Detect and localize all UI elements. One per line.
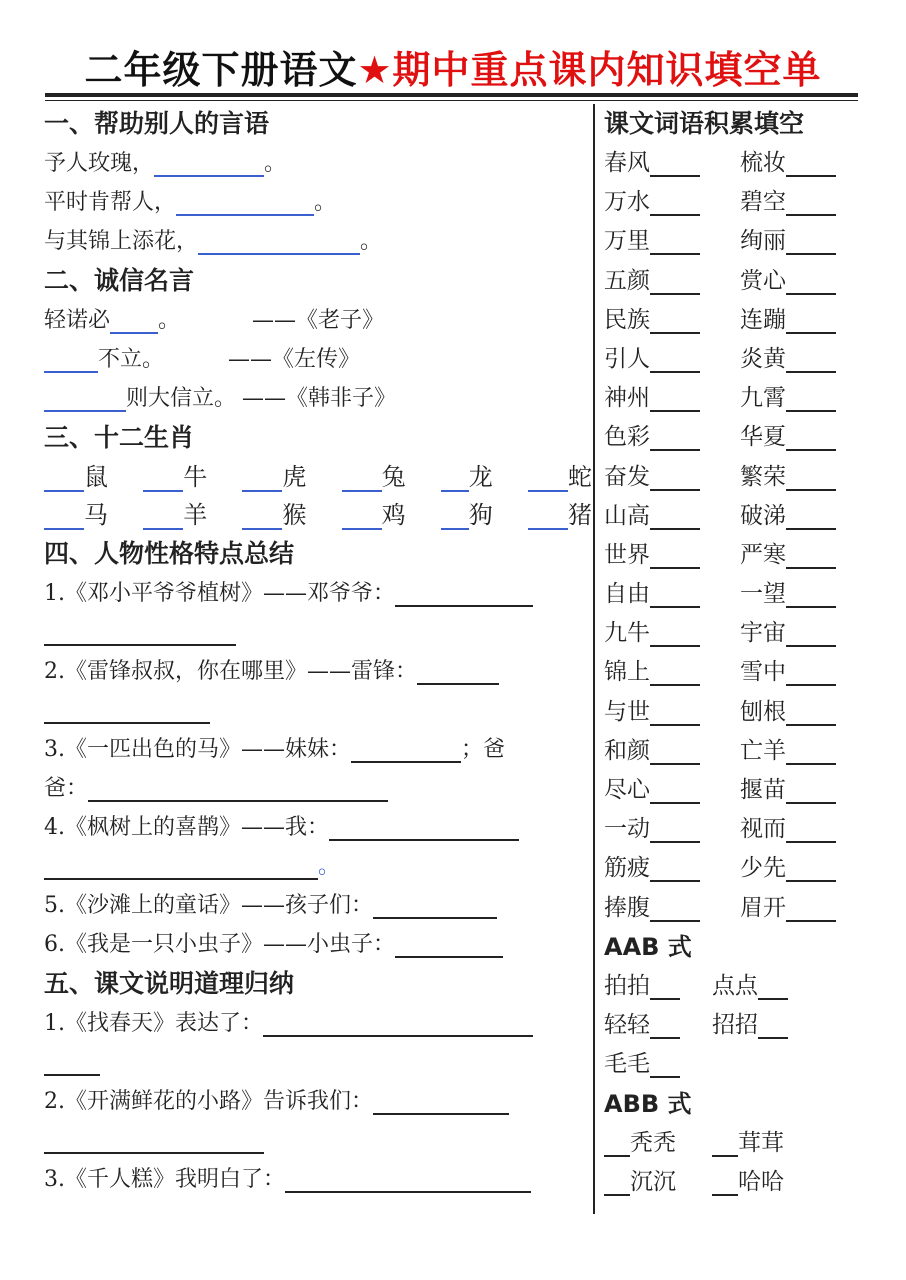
vocab-row bbox=[604, 458, 864, 497]
zodiac-animal: 龙 bbox=[468, 463, 493, 491]
vocab-item bbox=[604, 262, 740, 301]
vocab-word: 视而 bbox=[740, 816, 786, 843]
answer-blank[interactable] bbox=[786, 778, 836, 804]
answer-blank[interactable] bbox=[44, 466, 84, 492]
trait-prompt: 2.《雷锋叔叔，你在哪里》——雷锋： bbox=[44, 659, 417, 684]
vocab-item bbox=[604, 1045, 712, 1084]
answer-blank[interactable] bbox=[650, 269, 700, 295]
zodiac-animal: 猴 bbox=[282, 501, 307, 529]
answer-blank[interactable] bbox=[650, 190, 700, 216]
abb-row bbox=[604, 1124, 864, 1163]
zodiac-animal: 蛇 bbox=[567, 463, 592, 491]
vocab-item bbox=[604, 1124, 712, 1163]
answer-blank[interactable] bbox=[285, 1167, 531, 1193]
zodiac-animal: 鼠 bbox=[84, 463, 108, 491]
proverb-end: 。 bbox=[360, 229, 383, 254]
answer-blank[interactable] bbox=[650, 856, 700, 882]
vocab-item bbox=[712, 1006, 808, 1045]
answer-blank[interactable] bbox=[650, 465, 700, 491]
vocab-word: 亡羊 bbox=[740, 737, 786, 764]
vocab-item bbox=[604, 183, 740, 222]
answer-blank[interactable] bbox=[786, 817, 836, 843]
vocab-word: 揠苗 bbox=[740, 777, 786, 803]
vocab-row bbox=[604, 889, 864, 928]
vocab-row bbox=[604, 575, 864, 614]
vocab-item bbox=[604, 653, 740, 692]
answer-blank[interactable] bbox=[758, 1013, 788, 1039]
answer-blank[interactable] bbox=[351, 737, 461, 763]
vocab-item bbox=[604, 497, 740, 536]
abb-pairs bbox=[604, 1124, 864, 1202]
answer-blank[interactable] bbox=[786, 621, 836, 647]
star-icon: ★ bbox=[357, 48, 393, 92]
answer-blank[interactable] bbox=[712, 1170, 738, 1196]
zodiac-item bbox=[441, 458, 493, 496]
proverb-end: 。 bbox=[314, 190, 337, 215]
vocab-row bbox=[604, 144, 864, 183]
vocab-word: 自由 bbox=[604, 581, 650, 608]
trait-line bbox=[44, 886, 592, 925]
page-title bbox=[0, 44, 906, 96]
section-heading-lessons: 五、课文说明道理归纳 bbox=[44, 969, 295, 998]
zodiac-row bbox=[44, 458, 592, 496]
vocab-word: 筋疲 bbox=[604, 855, 650, 882]
answer-blank[interactable] bbox=[604, 1131, 630, 1157]
trait-prompt: 1.《邓小平爷爷植树》——邓爷爷： bbox=[44, 581, 395, 606]
vocab-word: 山高 bbox=[604, 502, 650, 529]
vocab-item bbox=[604, 1006, 712, 1045]
vocab-word: 梳妆 bbox=[740, 150, 786, 176]
proverb-text: 与其锦上添花， bbox=[44, 229, 199, 254]
vocab-row bbox=[604, 262, 864, 301]
vocab-word: 神州 bbox=[604, 385, 650, 412]
lesson-line bbox=[44, 1004, 592, 1043]
aab-heading: AAB 式 bbox=[604, 932, 692, 961]
answer-blank[interactable] bbox=[263, 1011, 533, 1037]
answer-blank[interactable] bbox=[786, 739, 836, 765]
vocab-word: 雪中 bbox=[740, 659, 786, 686]
quote-text: 不立。 bbox=[98, 347, 165, 372]
quote-text: 。 bbox=[158, 308, 181, 333]
vocab-word: 破涕 bbox=[740, 502, 786, 529]
vocab-item bbox=[740, 262, 854, 301]
zodiac-animal: 马 bbox=[84, 501, 108, 529]
vocab-row bbox=[604, 810, 864, 849]
trait-line bbox=[44, 652, 592, 691]
title-highlight: 期中重点课内知识填空单 bbox=[392, 48, 822, 92]
vocab-row bbox=[604, 222, 864, 261]
abb-row bbox=[604, 1163, 864, 1202]
answer-blank[interactable] bbox=[44, 1050, 100, 1076]
title-main: 二年级下册语文 bbox=[84, 48, 358, 92]
vocab-item bbox=[604, 144, 740, 183]
zodiac-item bbox=[242, 458, 306, 496]
vocab-item bbox=[712, 1163, 808, 1202]
vocab-item bbox=[740, 301, 854, 340]
right-column bbox=[604, 104, 864, 1202]
vocab-word: 一动 bbox=[604, 816, 650, 843]
answer-blank[interactable] bbox=[786, 896, 836, 922]
vocab-row bbox=[604, 497, 864, 536]
answer-blank[interactable] bbox=[44, 504, 84, 530]
answer-blank[interactable] bbox=[650, 386, 700, 412]
vocab-row bbox=[604, 379, 864, 418]
vocab-word: 万里 bbox=[604, 228, 650, 255]
answer-blank[interactable] bbox=[650, 308, 700, 334]
vocab-item bbox=[740, 144, 854, 183]
answer-blank[interactable] bbox=[604, 1170, 630, 1196]
zodiac-item bbox=[242, 496, 306, 534]
vocab-item bbox=[740, 810, 854, 849]
answer-blank[interactable] bbox=[650, 660, 700, 686]
answer-blank[interactable] bbox=[650, 896, 700, 922]
answer-blank[interactable] bbox=[44, 854, 318, 880]
section-heading-vocabulary: 课文词语积累填空 bbox=[604, 109, 805, 138]
quote-text: 则大信立。 bbox=[126, 386, 237, 411]
vocab-item bbox=[604, 614, 740, 653]
vocab-item bbox=[604, 575, 740, 614]
answer-blank[interactable] bbox=[242, 504, 282, 530]
section-heading-zodiac: 三、十二生肖 bbox=[44, 423, 195, 452]
vocab-item bbox=[604, 301, 740, 340]
vocab-word: 毛毛 bbox=[604, 1051, 650, 1078]
zodiac-animal: 猪 bbox=[567, 501, 592, 529]
answer-blank[interactable] bbox=[417, 659, 499, 685]
vocab-word: 点点 bbox=[712, 972, 758, 999]
vocab-item bbox=[740, 575, 854, 614]
vocab-word: 拍拍 bbox=[604, 972, 650, 999]
aab-pairs bbox=[604, 967, 864, 1085]
lesson-continuation bbox=[44, 1043, 592, 1082]
lesson-prompt: 3.《千人糕》我明白了： bbox=[44, 1167, 285, 1192]
vocab-item bbox=[740, 693, 854, 732]
answer-blank[interactable] bbox=[650, 229, 700, 255]
trait-prompt: ；爸 bbox=[461, 737, 506, 762]
vocab-item bbox=[740, 732, 854, 771]
answer-blank[interactable] bbox=[44, 386, 126, 412]
zodiac-item bbox=[44, 496, 108, 534]
vocab-word: 连蹦 bbox=[740, 306, 786, 333]
vocab-word: 捧腹 bbox=[604, 894, 650, 921]
vocab-row bbox=[604, 693, 864, 732]
vocab-word: 万水 bbox=[604, 189, 650, 216]
trait-continuation bbox=[44, 613, 592, 652]
zodiac-item bbox=[528, 496, 592, 534]
quote-text: 轻诺必 bbox=[44, 308, 111, 333]
proverb-line bbox=[44, 183, 592, 222]
answer-blank[interactable] bbox=[198, 229, 360, 255]
vocab-word: 严寒 bbox=[740, 541, 786, 568]
answer-blank[interactable] bbox=[786, 465, 836, 491]
zodiac-item bbox=[143, 458, 207, 496]
trait-prompt: 6.《我是一只小虫子》——小虫子： bbox=[44, 932, 395, 957]
answer-blank[interactable] bbox=[650, 151, 700, 177]
quote-source: ——《韩非子》 bbox=[242, 386, 397, 411]
zodiac-item bbox=[44, 458, 108, 496]
vocab-word: 少先 bbox=[740, 855, 786, 882]
vocab-row bbox=[604, 614, 864, 653]
answer-blank[interactable] bbox=[650, 739, 700, 765]
answer-blank[interactable] bbox=[650, 817, 700, 843]
vocab-item bbox=[604, 418, 740, 457]
answer-blank[interactable] bbox=[395, 932, 503, 958]
vocab-row bbox=[604, 732, 864, 771]
proverb-line bbox=[44, 222, 592, 261]
vocab-row bbox=[604, 301, 864, 340]
trait-line bbox=[44, 925, 592, 964]
answer-blank[interactable] bbox=[44, 698, 210, 724]
lesson-prompt: 1.《找春天》表达了： bbox=[44, 1011, 263, 1036]
vocab-word: 九牛 bbox=[604, 620, 650, 647]
answer-blank[interactable] bbox=[650, 582, 700, 608]
abb-heading: ABB 式 bbox=[604, 1089, 692, 1118]
quote-line bbox=[44, 301, 592, 340]
vocab-item bbox=[604, 222, 740, 261]
answer-blank[interactable] bbox=[786, 582, 836, 608]
trait-line bbox=[44, 730, 592, 769]
answer-blank[interactable] bbox=[528, 504, 568, 530]
vocab-item bbox=[604, 340, 740, 379]
zodiac-animal: 兔 bbox=[381, 463, 406, 491]
answer-blank[interactable] bbox=[650, 543, 700, 569]
vocab-item bbox=[604, 379, 740, 418]
vocab-word: 招招 bbox=[712, 1012, 758, 1039]
answer-blank[interactable] bbox=[110, 308, 158, 334]
section-heading-character-traits: 四、人物性格特点总结 bbox=[44, 539, 295, 568]
vocab-item bbox=[740, 340, 854, 379]
answer-blank[interactable] bbox=[176, 190, 314, 216]
vocab-item bbox=[740, 849, 854, 888]
zodiac-animal: 牛 bbox=[183, 463, 208, 491]
answer-blank[interactable] bbox=[650, 1052, 680, 1078]
answer-blank[interactable] bbox=[88, 776, 388, 802]
answer-blank[interactable] bbox=[44, 620, 236, 646]
answer-blank[interactable] bbox=[650, 974, 680, 1000]
vocab-word: 轻轻 bbox=[604, 1012, 650, 1039]
vocab-word: 绚丽 bbox=[740, 228, 786, 255]
answer-blank[interactable] bbox=[786, 386, 836, 412]
lesson-prompt: 2.《开满鲜花的小路》告诉我们： bbox=[44, 1089, 373, 1114]
trait-continuation bbox=[44, 847, 592, 886]
aab-row bbox=[604, 967, 864, 1006]
answer-blank[interactable] bbox=[650, 425, 700, 451]
answer-blank[interactable] bbox=[143, 466, 183, 492]
vocab-row bbox=[604, 771, 864, 810]
answer-blank[interactable] bbox=[786, 151, 836, 177]
answer-blank[interactable] bbox=[786, 856, 836, 882]
left-column bbox=[44, 104, 592, 1199]
lesson-line bbox=[44, 1160, 592, 1199]
zodiac-row bbox=[44, 496, 592, 534]
vocab-word: 眉开 bbox=[740, 894, 786, 921]
vocab-item bbox=[740, 497, 854, 536]
vocab-item bbox=[604, 458, 740, 497]
answer-blank[interactable] bbox=[342, 504, 382, 530]
answer-blank[interactable] bbox=[528, 466, 568, 492]
vocab-item bbox=[604, 693, 740, 732]
vocab-word: 沉沉 bbox=[630, 1168, 676, 1195]
vocab-item bbox=[740, 183, 854, 222]
zodiac-animal: 虎 bbox=[282, 463, 307, 491]
answer-blank[interactable] bbox=[154, 151, 264, 177]
vocab-word: 茸茸 bbox=[738, 1129, 784, 1156]
vocab-item bbox=[740, 614, 854, 653]
vocab-item bbox=[740, 458, 854, 497]
vocab-item bbox=[740, 222, 854, 261]
answer-blank[interactable] bbox=[786, 543, 836, 569]
answer-blank[interactable] bbox=[44, 1128, 264, 1154]
title-rule-thin bbox=[45, 100, 858, 101]
vocab-item bbox=[740, 536, 854, 575]
vocab-row bbox=[604, 536, 864, 575]
vocab-word: 刨根 bbox=[740, 698, 786, 725]
answer-blank[interactable] bbox=[650, 700, 700, 726]
vocab-item bbox=[740, 379, 854, 418]
answer-blank[interactable] bbox=[342, 466, 382, 492]
trait-continuation bbox=[44, 691, 592, 730]
answer-blank[interactable] bbox=[44, 347, 98, 373]
vocab-word: 华夏 bbox=[740, 424, 786, 451]
zodiac-item bbox=[528, 458, 592, 496]
answer-blank[interactable] bbox=[441, 466, 469, 492]
quote-line bbox=[44, 379, 592, 418]
section-heading-helping-words: 一、帮助别人的言语 bbox=[44, 109, 270, 138]
title-rule-thick bbox=[45, 93, 858, 97]
quote-line bbox=[44, 340, 592, 379]
answer-blank[interactable] bbox=[786, 504, 836, 530]
proverb-end: 。 bbox=[264, 151, 287, 176]
vocab-row bbox=[604, 418, 864, 457]
vocab-word: 引人 bbox=[604, 345, 650, 372]
answer-blank[interactable] bbox=[786, 190, 836, 216]
vocab-pairs bbox=[604, 144, 864, 928]
answer-blank[interactable] bbox=[712, 1131, 738, 1157]
vocab-item bbox=[740, 418, 854, 457]
vocab-word: 一望 bbox=[740, 581, 786, 608]
vocab-item bbox=[604, 732, 740, 771]
proverb-line bbox=[44, 144, 592, 183]
vocab-item bbox=[604, 1163, 712, 1202]
aab-row bbox=[604, 1006, 864, 1045]
answer-blank[interactable] bbox=[786, 308, 836, 334]
vocab-word: 和颜 bbox=[604, 737, 650, 764]
vocab-word: 繁荣 bbox=[740, 463, 786, 490]
trait-continuation bbox=[44, 769, 592, 808]
lesson-line bbox=[44, 1082, 592, 1121]
zodiac-item bbox=[342, 458, 406, 496]
section-heading-honesty-quotes: 二、诚信名言 bbox=[44, 266, 195, 295]
answer-blank[interactable] bbox=[395, 581, 533, 607]
vocab-word: 色彩 bbox=[604, 424, 650, 451]
lesson-continuation bbox=[44, 1121, 592, 1160]
vocab-item bbox=[604, 771, 740, 810]
answer-blank[interactable] bbox=[758, 974, 788, 1000]
answer-blank[interactable] bbox=[650, 778, 700, 804]
proverb-text: 平时肯帮人， bbox=[44, 190, 177, 215]
vocab-word: 哈哈 bbox=[738, 1168, 784, 1195]
answer-blank[interactable] bbox=[786, 700, 836, 726]
aab-row bbox=[604, 1045, 864, 1084]
vocab-item bbox=[604, 536, 740, 575]
vocab-item bbox=[604, 967, 712, 1006]
answer-blank[interactable] bbox=[329, 815, 519, 841]
vocab-word: 奋发 bbox=[604, 463, 650, 490]
vocab-word: 赏心 bbox=[740, 267, 786, 294]
vocab-word: 秃秃 bbox=[630, 1129, 676, 1156]
vocab-item bbox=[740, 889, 854, 928]
trait-end: 。 bbox=[318, 854, 341, 879]
vocab-item bbox=[604, 849, 740, 888]
vocab-word: 炎黄 bbox=[740, 345, 786, 372]
quote-source: ——《老子》 bbox=[252, 308, 385, 333]
vocab-row bbox=[604, 849, 864, 888]
vocab-word: 与世 bbox=[604, 698, 650, 725]
answer-blank[interactable] bbox=[373, 1089, 509, 1115]
zodiac-animal: 鸡 bbox=[381, 501, 406, 529]
answer-blank[interactable] bbox=[786, 660, 836, 686]
answer-blank[interactable] bbox=[786, 425, 836, 451]
zodiac-animal: 羊 bbox=[183, 501, 208, 529]
vocab-word: 锦上 bbox=[604, 659, 650, 686]
trait-line bbox=[44, 574, 592, 613]
quote-source: ——《左传》 bbox=[228, 347, 361, 372]
answer-blank[interactable] bbox=[650, 347, 700, 373]
vocab-row bbox=[604, 183, 864, 222]
vocab-word: 九霄 bbox=[740, 385, 786, 412]
trait-line bbox=[44, 808, 592, 847]
vocab-word: 宇宙 bbox=[740, 620, 786, 647]
trait-prompt: 3.《一匹出色的马》——妹妹： bbox=[44, 737, 351, 762]
vocab-row bbox=[604, 340, 864, 379]
column-divider bbox=[593, 104, 595, 1214]
answer-blank[interactable] bbox=[650, 621, 700, 647]
vocab-word: 世界 bbox=[604, 541, 650, 568]
trait-prompt: 4.《枫树上的喜鹊》——我： bbox=[44, 815, 329, 840]
proverb-text: 予人玫瑰， bbox=[44, 151, 155, 176]
answer-blank[interactable] bbox=[650, 1013, 680, 1039]
trait-prompt: 5.《沙滩上的童话》——孩子们： bbox=[44, 893, 373, 918]
vocab-item bbox=[740, 771, 854, 810]
vocab-item bbox=[604, 810, 740, 849]
answer-blank[interactable] bbox=[786, 347, 836, 373]
answer-blank[interactable] bbox=[143, 504, 183, 530]
vocab-word: 五颜 bbox=[604, 267, 650, 294]
vocab-word: 民族 bbox=[604, 306, 650, 333]
vocab-item bbox=[740, 653, 854, 692]
vocab-word: 尽心 bbox=[604, 777, 650, 803]
zodiac-item bbox=[441, 496, 493, 534]
zodiac-item bbox=[143, 496, 207, 534]
vocab-item bbox=[604, 889, 740, 928]
vocab-item bbox=[712, 1124, 808, 1163]
vocab-row bbox=[604, 653, 864, 692]
answer-blank[interactable] bbox=[786, 269, 836, 295]
answer-blank[interactable] bbox=[441, 504, 469, 530]
zodiac-item bbox=[342, 496, 406, 534]
trait-prompt: 爸： bbox=[44, 776, 89, 801]
answer-blank[interactable] bbox=[650, 504, 700, 530]
answer-blank[interactable] bbox=[242, 466, 282, 492]
vocab-word: 碧空 bbox=[740, 189, 786, 216]
answer-blank[interactable] bbox=[786, 229, 836, 255]
vocab-item bbox=[712, 967, 808, 1006]
answer-blank[interactable] bbox=[373, 893, 497, 919]
zodiac-animal: 狗 bbox=[468, 501, 493, 529]
vocab-word: 春风 bbox=[604, 150, 650, 176]
